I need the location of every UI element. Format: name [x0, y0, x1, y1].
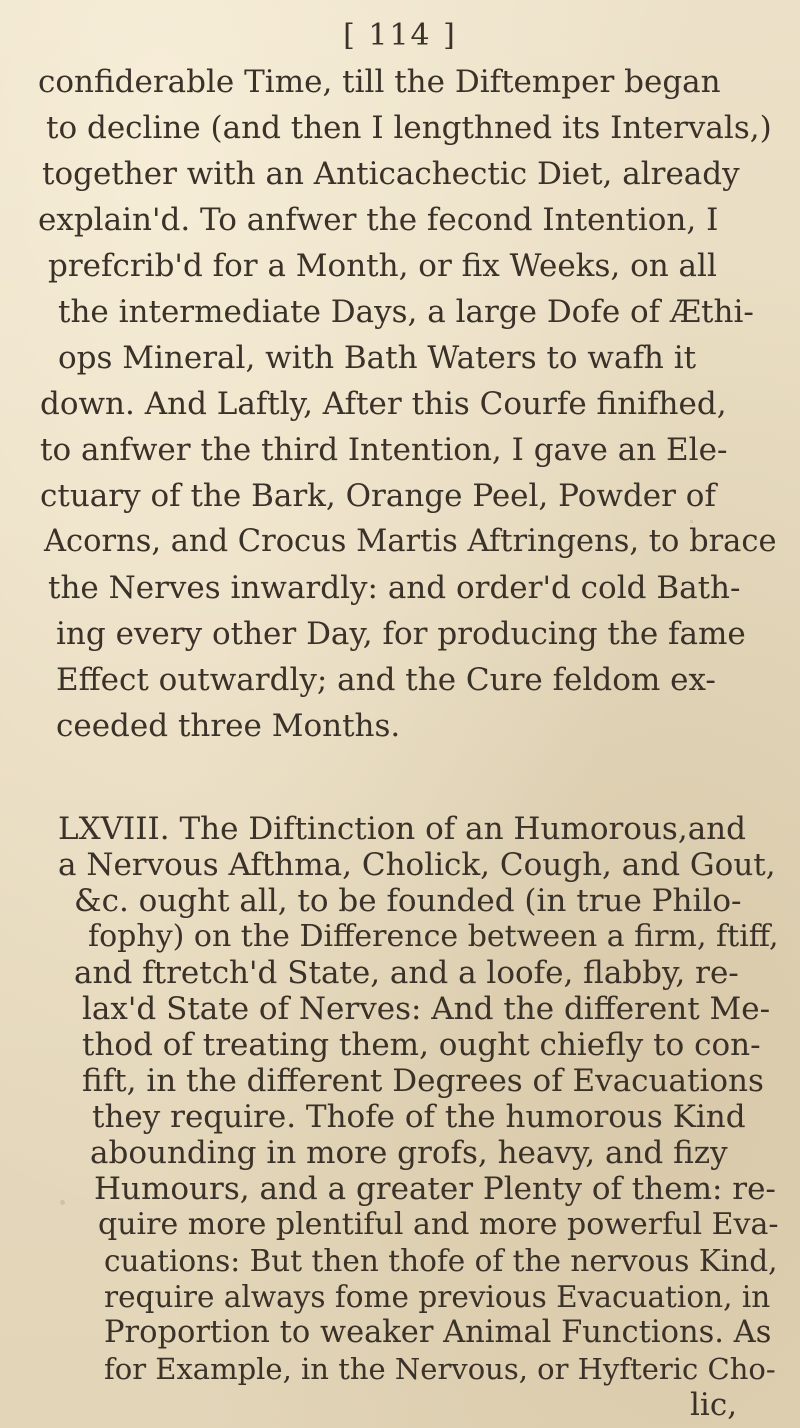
text-line: confiderable Time, till the Diftemper began [38, 64, 721, 100]
text-line: explain'd. To anfwer the fecond Intention, I [38, 202, 719, 238]
text-line: prefcrib'd for a Month, or fix Weeks, on all [48, 248, 717, 284]
text-line: ctuary of the Bark, Orange Peel, Powder of [40, 478, 716, 514]
text-line: together with an Anticachectic Diet, already [42, 156, 740, 192]
text-line: down. And Laftly, After this Courfe finifhed, [40, 386, 727, 422]
text-line: ops Mineral, with Bath Waters to wafh it [58, 340, 697, 376]
catchword: lic, [690, 1387, 738, 1423]
text-line: fophy) on the Difference between a firm, ftiff, [88, 919, 779, 954]
text-line: fift, in the different Degrees of Evacuations [82, 1063, 764, 1099]
text-line: Effect outwardly; and the Cure feldom ex- [56, 662, 716, 698]
text-line: Proportion to weaker Animal Functions. As [104, 1315, 772, 1350]
text-line: ceeded three Months. [56, 708, 401, 744]
text-line: the intermediate Days, a large Dofe of Æthi- [58, 294, 754, 330]
text-line: and ftretch'd State, and a loofe, flabby, re- [74, 955, 739, 991]
text-line: Acorns, and Crocus Martis Aftringens, to brace [44, 524, 777, 559]
text-line: &c. ought all, to be founded (in true Philo- [74, 883, 742, 919]
text-line: to anfwer the third Intention, I gave an Ele- [40, 432, 728, 468]
text-line: require always fome previous Evacuation, in [104, 1280, 771, 1314]
text-line: they require. Thofe of the humorous Kind [92, 1099, 746, 1135]
text-line: Humours, and a greater Plenty of them: re- [94, 1171, 776, 1207]
text-line: ing every other Day, for producing the fame [56, 616, 746, 652]
text-line: thod of treating them, ought chiefly to con- [82, 1027, 761, 1063]
text-line: for Example, in the Nervous, or Hyfteric Cho- [104, 1352, 776, 1386]
text-line: a Nervous Afthma, Cholick, Cough, and Gout, [58, 847, 776, 883]
text-line: to decline (and then I lengthned its Intervals,) [46, 110, 772, 146]
text-line: cuations: But then thofe of the nervous Kind, [104, 1244, 778, 1278]
section-heading-line: LXVIII. The Diftinction of an Humorous,and [58, 811, 746, 847]
text-line: the Nerves inwardly: and order'd cold Bath- [48, 570, 741, 606]
text-line: abounding in more grofs, heavy, and fizy [90, 1135, 728, 1171]
text-line: quire more plentiful and more powerful Eva- [98, 1207, 779, 1242]
text-line: lax'd State of Nerves: And the different Me- [82, 991, 771, 1027]
page-number: [ 114 ] [343, 18, 457, 53]
